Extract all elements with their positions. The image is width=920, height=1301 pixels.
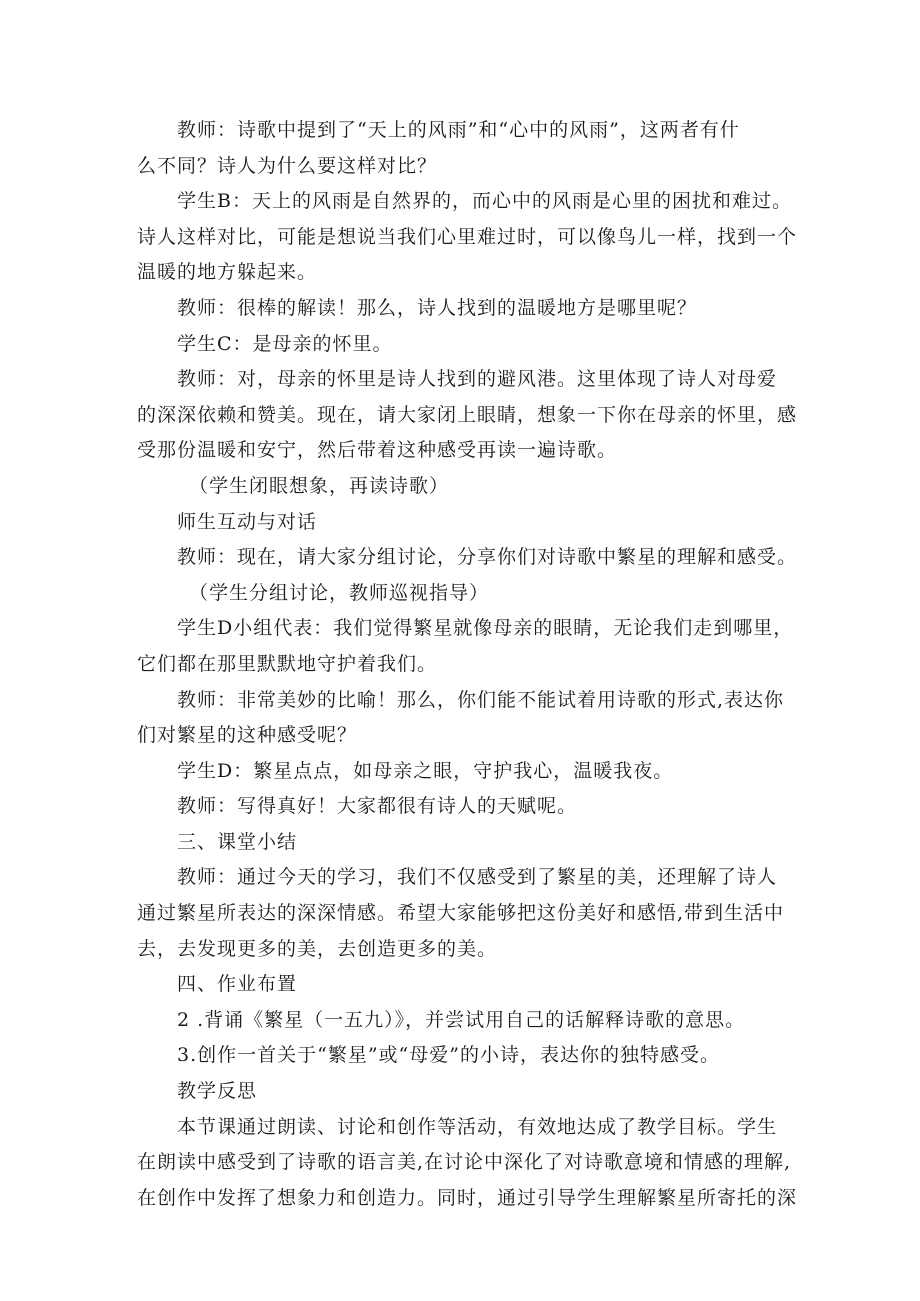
paragraph-line: 教师：很棒的解读！那么，诗人找到的温暖地方是哪里呢？ bbox=[177, 296, 698, 319]
paragraph-line: 去，去发现更多的美，去创造更多的美。 bbox=[137, 937, 498, 960]
paragraph-line: 它们都在那里默默地守护着我们。 bbox=[137, 652, 438, 675]
stage-direction: （学生闭眼想象，再读诗歌） bbox=[189, 474, 450, 497]
paragraph-line: 教师：现在，请大家分组讨论，分享你们对诗歌中繁星的理解和感受。 bbox=[177, 546, 798, 569]
document-body bbox=[137, 113, 797, 1216]
paragraph-line: 本节课通过朗读、讨论和创作等活动，有效地达成了教学目标。学生 bbox=[177, 1115, 778, 1138]
list-item: 2 .背诵《繁星（一五九）》，并尝试用自己的话解释诗歌的意思。 bbox=[177, 1008, 746, 1031]
paragraph-line: 学生B：天上的风雨是自然界的，而心中的风雨是心里的困扰和难过。 bbox=[177, 190, 792, 213]
paragraph-line: 通过繁星所表达的深深情感。希望大家能够把这份美好和感悟,带到生活中 bbox=[137, 902, 785, 925]
section-heading: 师生互动与对话 bbox=[177, 510, 318, 533]
paragraph-line: 教师：写得真好！大家都很有诗人的天赋呢。 bbox=[177, 795, 578, 818]
paragraph-line: 学生D小组代表：我们觉得繁星就像母亲的眼睛，无论我们走到哪里， bbox=[177, 617, 794, 640]
paragraph-line: 教师：对，母亲的怀里是诗人找到的避风港。这里体现了诗人对母爱 bbox=[177, 368, 778, 391]
section-heading: 四、作业布置 bbox=[177, 973, 298, 996]
stage-direction: （学生分组讨论，教师巡视指导） bbox=[189, 581, 490, 604]
paragraph-line: 在创作中发挥了想象力和创造力。同时，通过引导学生理解繁星所寄托的深 bbox=[137, 1186, 798, 1209]
paragraph-line: 教师：诗歌中提到了“天上的风雨”和“心中的风雨”，这两者有什 bbox=[177, 119, 740, 141]
paragraph-line: 么不同？诗人为什么要这样对比？ bbox=[137, 154, 438, 177]
paragraph-line: 们对繁星的这种感受呢？ bbox=[137, 724, 358, 747]
list-item: 3.创作一首关于“繁星”或“母爱”的小诗，表达你的独特感受。 bbox=[177, 1044, 720, 1067]
paragraph-line: 在朗读中感受到了诗歌的语言美,在讨论中深化了对诗歌意境和情感的理解, bbox=[137, 1151, 792, 1174]
paragraph-line: 学生C：是母亲的怀里。 bbox=[177, 332, 393, 355]
paragraph-line: 学生D：繁星点点，如母亲之眼，守护我心，温暖我夜。 bbox=[177, 759, 674, 782]
paragraph-line: 温暖的地方躲起来。 bbox=[137, 261, 318, 284]
paragraph-line: 教师：通过今天的学习，我们不仅感受到了繁星的美，还理解了诗人 bbox=[177, 866, 778, 889]
paragraph-line: 受那份温暖和安宁，然后带着这种感受再读一遍诗歌。 bbox=[137, 439, 618, 462]
section-heading: 三、课堂小结 bbox=[177, 830, 298, 853]
section-heading: 教学反思 bbox=[177, 1080, 258, 1103]
paragraph-line: 教师：非常美妙的比喻！那么，你们能不能试着用诗歌的形式,表达你 bbox=[177, 688, 785, 711]
paragraph-line: 的深深依赖和赞美。现在，请大家闭上眼睛，想象一下你在母亲的怀里，感 bbox=[137, 403, 798, 426]
paragraph-line: 诗人这样对比，可能是想说当我们心里难过时，可以像鸟儿一样，找到一个 bbox=[137, 225, 798, 248]
